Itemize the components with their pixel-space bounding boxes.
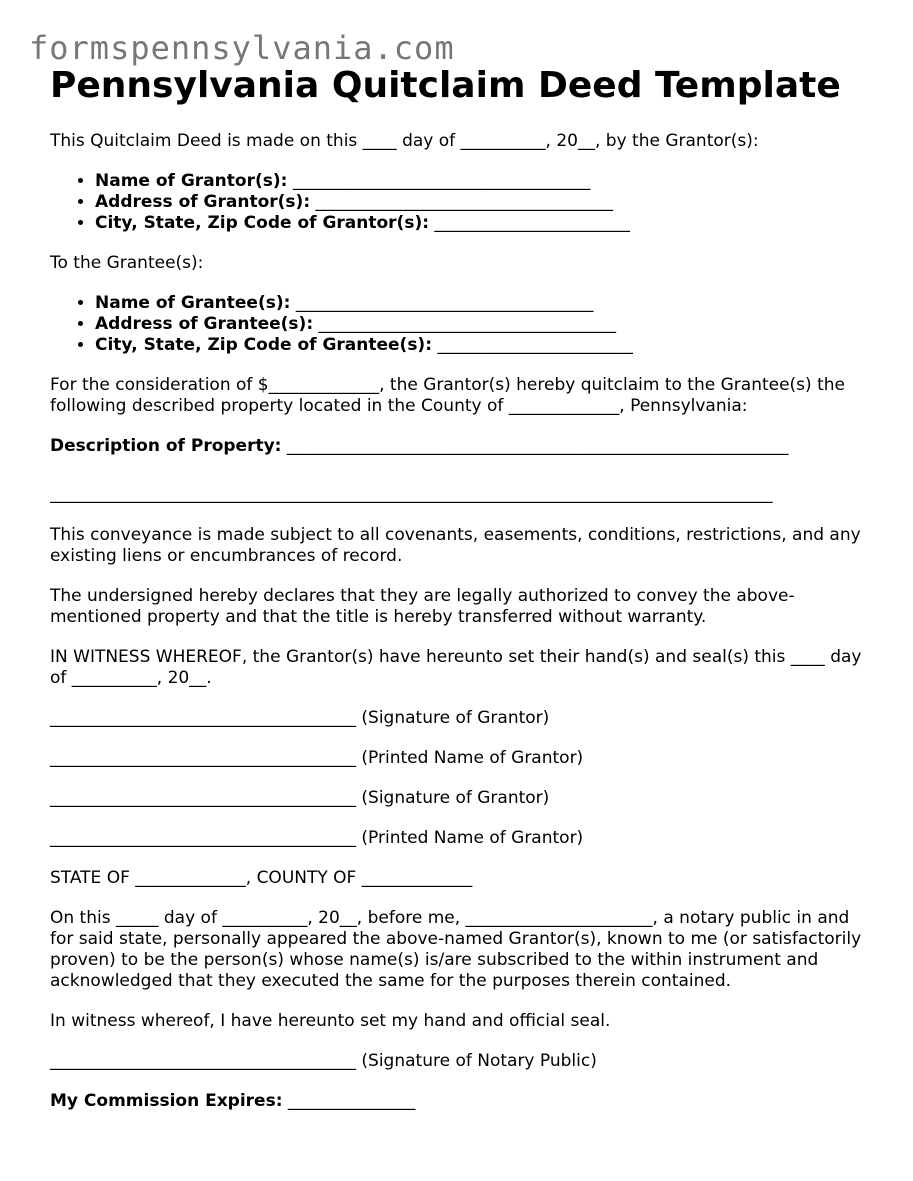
notary-statement: On this _____ day of __________, 20__, before me, ______________________, a notary public in and for said state, personally appeared the above-named Grantor(s), known to me (or satisfactorily proven) to be the person(s) whose name(s) is/are subscribed to the within instrument and acknowledged that they executed the same for the purposes therein contained. bbox=[50, 908, 862, 991]
grantee-city-state-zip-field bbox=[95, 335, 870, 356]
conveyance-paragraph: This conveyance is made subject to all covenants, easements, conditions, restrictions, and any existing liens or encumbrances of record. bbox=[50, 525, 861, 566]
field-label: Name of Grantor(s): bbox=[95, 171, 288, 191]
consideration-paragraph: For the consideration of $_____________, the Grantor(s) hereby quitclaim to the Grantee(s) the following described property located in the County of _____________, Pennsylvania: bbox=[50, 375, 845, 416]
document-page bbox=[50, 64, 870, 1112]
witness-paragraph: IN WITNESS WHEREOF, the Grantor(s) have hereunto set their hand(s) and seal(s) this ____ day of __________, 20__. bbox=[50, 647, 862, 688]
blank-line: ___________________________________ bbox=[292, 171, 591, 191]
field-label: Address of Grantee(s): bbox=[95, 314, 314, 334]
grantor-address-field bbox=[95, 192, 870, 213]
blank-line: _______________________ bbox=[434, 213, 630, 233]
field-label: City, State, Zip Code of Grantee(s): bbox=[95, 335, 433, 355]
blank-line: ___________________________________ bbox=[318, 314, 617, 334]
blank-line: _______________ bbox=[287, 1091, 416, 1111]
field-label: Name of Grantee(s): bbox=[95, 293, 291, 313]
description-continuation-line: _____________________________________________________________________________________ bbox=[50, 484, 773, 504]
blank-line: ____________________________________ bbox=[50, 788, 356, 808]
blank-line: _______________________ bbox=[437, 335, 633, 355]
blank-line: ____________________________________ bbox=[50, 748, 356, 768]
grantor-printed-name-line bbox=[50, 748, 870, 769]
grantee-field-list bbox=[50, 293, 870, 356]
state-county-line: STATE OF _____________, COUNTY OF _____________ bbox=[50, 868, 473, 888]
grantee-address-field bbox=[95, 314, 870, 335]
notary-witness-paragraph: In witness whereof, I have hereunto set my hand and official seal. bbox=[50, 1011, 611, 1031]
notary-signature-line bbox=[50, 1051, 870, 1072]
grantor-signature-line bbox=[50, 708, 870, 729]
commission-expires-line bbox=[50, 1091, 870, 1112]
grantor-field-list bbox=[50, 171, 870, 234]
field-label: Description of Property: bbox=[50, 436, 282, 456]
signature-label: (Printed Name of Grantor) bbox=[361, 748, 584, 768]
declaration-paragraph: The undersigned hereby declares that they are legally authorized to convey the above-mentioned property and that the title is hereby transferred without warranty. bbox=[50, 586, 795, 627]
field-label: Address of Grantor(s): bbox=[95, 192, 311, 212]
signature-label: (Printed Name of Grantor) bbox=[361, 828, 584, 848]
blank-line: ____________________________________ bbox=[50, 828, 356, 848]
grantor-printed-name-line bbox=[50, 828, 870, 849]
field-label: City, State, Zip Code of Grantor(s): bbox=[95, 213, 430, 233]
blank-line: ___________________________________________________________ bbox=[286, 436, 789, 456]
blank-line: ___________________________________ bbox=[295, 293, 594, 313]
property-description bbox=[50, 436, 870, 457]
grantor-city-state-zip-field bbox=[95, 213, 870, 234]
grantee-name-field bbox=[95, 293, 870, 314]
blank-line: ____________________________________ bbox=[50, 708, 356, 728]
signature-label: (Signature of Grantor) bbox=[361, 788, 550, 808]
grantor-name-field bbox=[95, 171, 870, 192]
signature-label: (Signature of Grantor) bbox=[361, 708, 550, 728]
blank-line: ___________________________________ bbox=[315, 192, 614, 212]
field-label: My Commission Expires: bbox=[50, 1091, 283, 1111]
watermark: formspennsylvania.com bbox=[29, 29, 455, 67]
page-title: Pennsylvania Quitclaim Deed Template bbox=[50, 65, 841, 106]
grantor-signature-line bbox=[50, 788, 870, 809]
to-grantee-heading: To the Grantee(s): bbox=[50, 253, 204, 273]
signature-label: (Signature of Notary Public) bbox=[361, 1051, 597, 1071]
blank-line: ____________________________________ bbox=[50, 1051, 356, 1071]
intro-paragraph: This Quitclaim Deed is made on this ____ day of __________, 20__, by the Grantor(s): bbox=[50, 131, 759, 151]
